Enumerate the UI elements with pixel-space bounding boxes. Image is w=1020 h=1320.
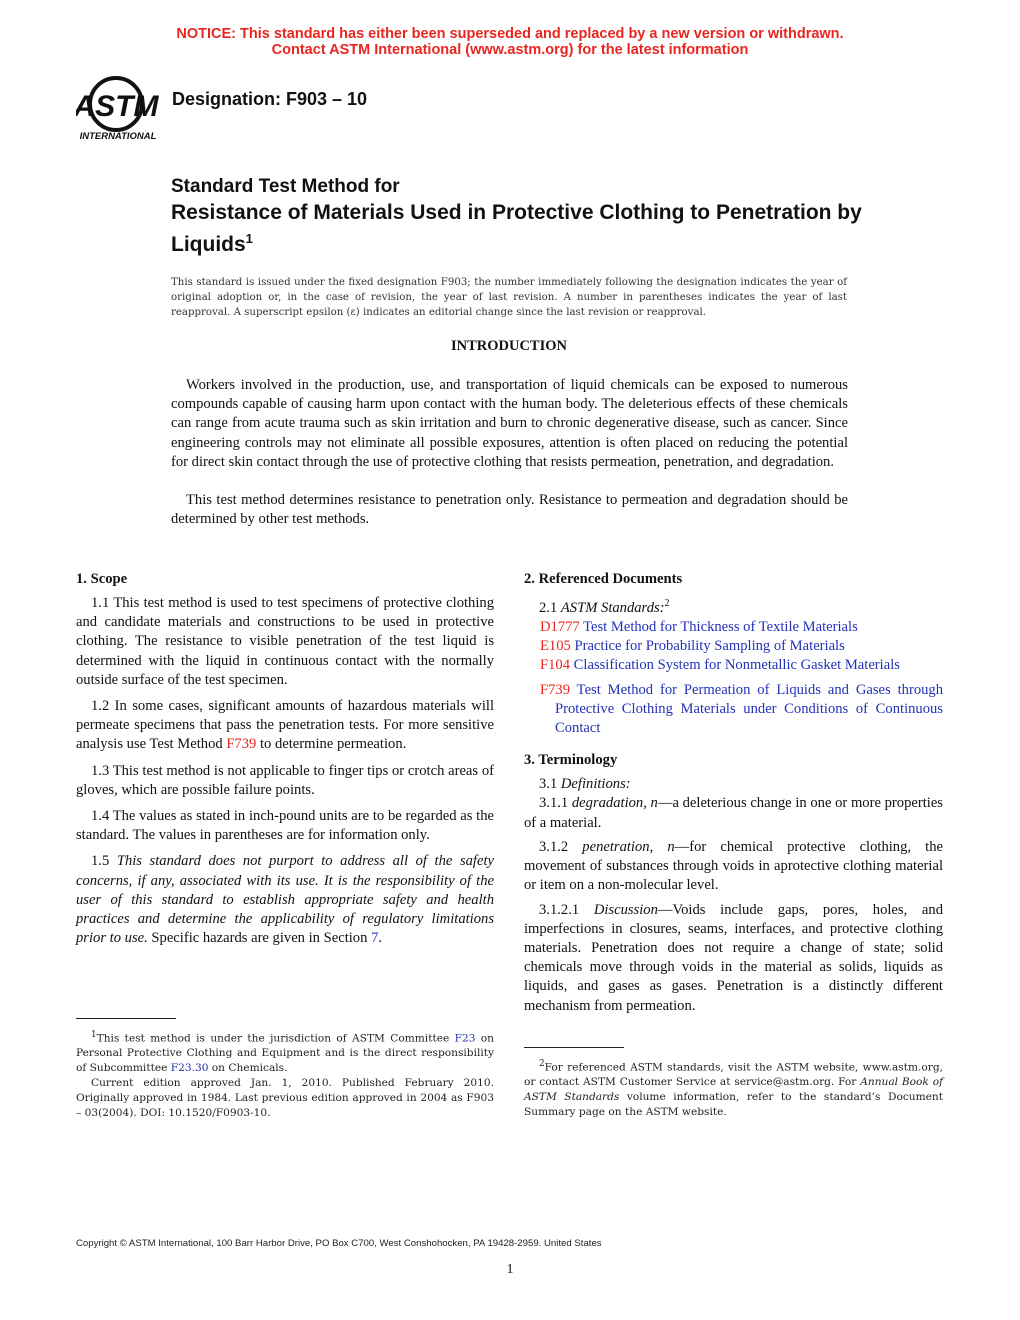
- footnote-2-italic: Annual Book of ASTM Standards: [524, 1076, 943, 1104]
- footnote-1-a: This test method is under the jurisdiction of ASTM Committee: [96, 1032, 455, 1045]
- scope-1-5-end: .: [378, 930, 383, 947]
- scope-1-5-italic: This standard does not purport to address all of the safety concerns, if any, associated with its use. It is the responsibility of the user of this standard to establish appropriate safety and health practices and determine the applicability of regulatory limitations prior to use.: [76, 853, 494, 947]
- terminology-3-1-num: 3.1: [539, 776, 561, 793]
- issued-note: This standard is issued under the fixed designation F903; the number immediately following the designation indicates the year of original adoption or, in the case of revision, the year of last revision. A number in parentheses indicates the year of last reapproval. A superscript epsilon (ε) indicates an editorial change since the last revision or reapproval.: [171, 277, 847, 318]
- scope-heading: 1. Scope: [76, 571, 128, 587]
- term-3-def: —Voids include gaps, pores, holes, and imperfections in closures, seams, interfaces, and protective clothing materials. Penetration does not require a change of state; solid chemicals move through voids in the material as solids, liquids as liquids, and gases as gases. Penetration is a distinctly different mechanism from permeation.: [524, 901, 943, 1014]
- page-number: 1: [506, 1262, 514, 1277]
- footnote-2: [524, 1047, 943, 1120]
- link-section-7[interactable]: 7: [371, 930, 379, 947]
- astm-logo-icon: [76, 72, 160, 146]
- footnote-1-c: on Chemicals.: [208, 1062, 288, 1075]
- scope-1-2-text: 1.2 In some cases, significant amounts of hazardous materials will permeate specimens that pass the penetration tests. For more sensitive analysis use Test Method: [76, 698, 494, 753]
- scope-1-2-tail: to determine permeation.: [256, 736, 407, 753]
- section-referenced-documents: [524, 571, 943, 1016]
- introduction-heading: INTRODUCTION: [450, 338, 567, 354]
- footnote-2-text: [524, 1057, 943, 1120]
- scope-1-2: [76, 697, 494, 755]
- reference-code[interactable]: F104: [540, 657, 571, 674]
- term-2-term: penetration, n: [582, 838, 675, 855]
- logo-subtext: INTERNATIONAL: [79, 131, 157, 142]
- intro-p2-text: This test method determines resistance to penetration only. Resistance to permeation and degradation should be determined by other test methods.: [171, 492, 848, 528]
- footnote-1: [76, 1018, 494, 1120]
- footnote-2-a: For referenced ASTM standards, visit the ASTM website, www.astm.org, or contact ASTM Customer Service at service@astm.org. For: [524, 1061, 943, 1089]
- scope-1-3: 1.3 This test method is not applicable to finger tips or crotch areas of gloves, which are possible failure points.: [76, 762, 494, 798]
- scope-1-4: 1.4 The values as stated in inch-pound units are to be regarded as the standard. The values in parentheses are for information only.: [76, 808, 494, 844]
- term-2-def: —for chemical protective clothing, the movement of substances through voids in aprotective clothing material or item on a non-molecular level.: [524, 838, 943, 894]
- scope-1-5-tail: Specific hazards are given in Section: [147, 930, 372, 947]
- term-1-num: 3.1.1: [539, 795, 572, 812]
- footnote-2-b: volume information, refer to the standard’s Document Summary page on the ASTM website.: [524, 1091, 943, 1118]
- terminology-3-1-1: [524, 794, 943, 832]
- term-1-def: —a deleterious change in one or more properties of a material.: [524, 795, 943, 831]
- reference-title[interactable]: Practice for Probability Sampling of Materials: [574, 638, 845, 655]
- term-2-num: 3.1.2: [539, 838, 583, 855]
- term-3-term: Discussion: [593, 901, 658, 918]
- reference-item[interactable]: [524, 681, 943, 739]
- terminology-3-1-label: Definitions:: [560, 776, 631, 793]
- link-f23-30[interactable]: F23.30: [170, 1062, 209, 1075]
- references-intro-mark: 2: [664, 598, 670, 609]
- references-intro: [524, 594, 943, 618]
- notice-line-1: NOTICE: This standard has either been superseded and replaced by a new version or withdrawn.: [176, 26, 844, 42]
- reference-item[interactable]: [524, 656, 943, 675]
- scope-1-1: 1.1 This test method is used to test specimens of protective clothing and candidate materials and constructions to be used in protective clothing. The resistance to visible penetration of the test liquid is determined with the liquid in continuous contact with the normally outside surface of the test specimen.: [76, 595, 494, 688]
- notice-line-2: Contact ASTM International (www.astm.org) for the latest information: [271, 42, 749, 58]
- section-scope: [76, 571, 494, 948]
- designation: Designation: F903 – 10: [172, 89, 368, 109]
- notice-banner: [0, 26, 1020, 58]
- title-footnote-mark: 1: [245, 231, 253, 246]
- reference-item[interactable]: [524, 637, 943, 656]
- references-intro-label: ASTM Standards:: [560, 599, 665, 616]
- footnote-1-b: on Personal Protective Clothing and Equipment and is the direct responsibility of Subcommittee: [76, 1032, 494, 1075]
- reference-item[interactable]: [524, 618, 943, 637]
- document-title: [171, 200, 891, 258]
- references-intro-num: 2.1: [539, 599, 561, 616]
- terminology-3-1-2: [524, 838, 943, 896]
- scope-1-5: [76, 852, 494, 948]
- intro-paragraph-2: [171, 491, 848, 529]
- footnote-1-mark: 1: [91, 1030, 97, 1040]
- logo-text: ASTM: [76, 90, 159, 123]
- terminology-heading: 3. Terminology: [524, 752, 618, 769]
- title-prefix: Standard Test Method for: [171, 176, 400, 197]
- reference-title[interactable]: Test Method for Thickness of Textile Materials: [583, 619, 858, 636]
- scope-1-5-num: 1.5: [91, 853, 117, 870]
- reference-code[interactable]: D1777: [540, 619, 580, 636]
- term-3-num: 3.1.2.1: [539, 901, 594, 918]
- intro-paragraph-1: [171, 376, 848, 472]
- reference-code[interactable]: F739: [540, 681, 571, 698]
- footnote-1-edition: Current edition approved Jan. 1, 2010. Published February 2010. Originally approved in 1984. Last previous edition approved in 2004 as F903 – 03(2004). DOI: 10.1520/F0903-10.: [76, 1076, 494, 1119]
- reference-title[interactable]: Classification System for Nonmetallic Gasket Materials: [573, 657, 900, 674]
- term-1-term: degradation, n: [571, 795, 658, 812]
- link-f23[interactable]: F23: [454, 1032, 476, 1045]
- title-text: Resistance of Materials Used in Protective Clothing to Penetration by Liquids: [171, 201, 862, 256]
- footnote-rule: [76, 1018, 176, 1019]
- astm-logo: [76, 72, 160, 146]
- footnote-1-text: [76, 1028, 494, 1076]
- terminology-3-1: [524, 775, 943, 794]
- terminology-3-1-2-1: [524, 901, 943, 1016]
- link-f739[interactable]: F739: [226, 736, 257, 753]
- intro-p1-text: Workers involved in the production, use, and transportation of liquid chemicals can be exposed to numerous compounds capable of causing harm upon contact with the human body. The deleterious effects of these chemicals can range from acute trauma such as skin irritation and burn to chronic degenerative disease, such as cancer. Since engineering controls may not eliminate all possible exposures, attention is often placed on reducing the potential for direct skin contact through the use of protective clothing that resists permeation, penetration, and degradation.: [171, 377, 848, 470]
- footnote-rule: [524, 1047, 624, 1048]
- reference-code[interactable]: E105: [540, 638, 571, 655]
- copyright: Copyright © ASTM International, 100 Barr Harbor Drive, PO Box C700, West Conshohocken, PA 19428-2959. United States: [76, 1238, 602, 1249]
- references-heading: 2. Referenced Documents: [524, 571, 683, 587]
- reference-title[interactable]: Test Method for Permeation of Liquids and Gases through Protective Clothing Materials under Conditions of Continuous Contact: [555, 681, 944, 737]
- footnote-2-mark: 2: [539, 1059, 545, 1069]
